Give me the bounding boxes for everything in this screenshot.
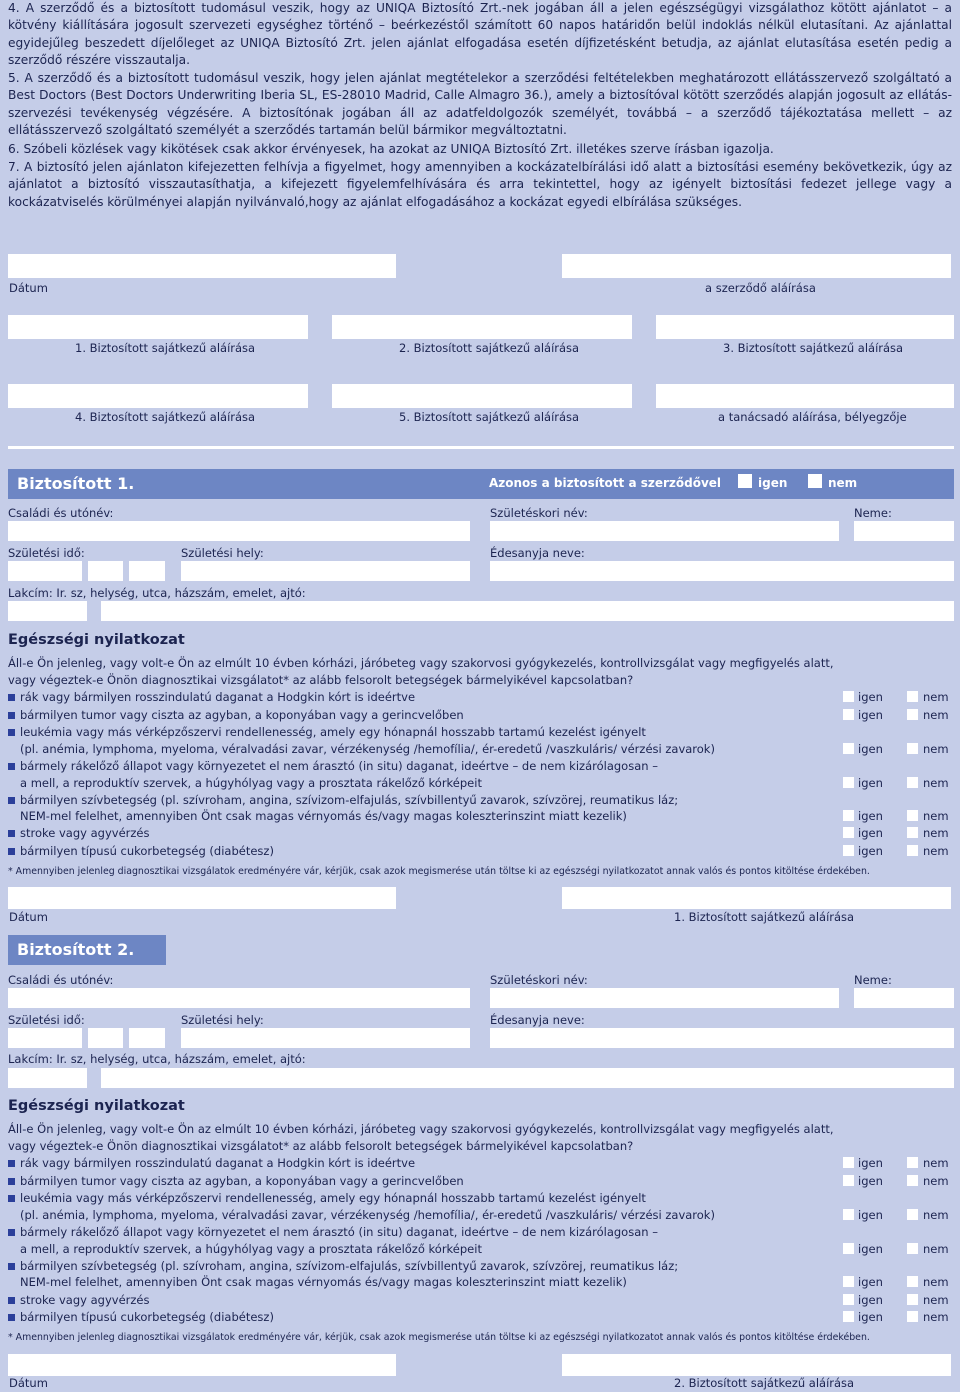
address-input[interactable] [101, 601, 954, 621]
bullet-icon [8, 830, 15, 837]
birth-date-label: Születési idő: [8, 546, 85, 560]
q4-yes-checkbox[interactable] [843, 777, 854, 788]
bullet-icon [8, 797, 15, 804]
q2-no-checkbox[interactable] [907, 709, 918, 720]
birth-date-label-2: Születési idő: [8, 1013, 85, 1027]
advisor-signature-field[interactable] [656, 384, 954, 408]
no-label: nem [923, 809, 949, 823]
q6-no-checkbox[interactable] [907, 827, 918, 838]
insured1-header [8, 469, 954, 499]
birth-month-input-2[interactable] [88, 1028, 123, 1048]
no-label: nem [923, 690, 949, 704]
bullet-icon [8, 1178, 15, 1185]
insured5-signature-label: 5. Biztosított sajátkezű aláírása [399, 410, 580, 424]
q1-text-1: rák vagy bármilyen rosszindulatú daganat a Hodgkin kórt is ideértve [20, 690, 416, 704]
postal-code-input[interactable] [8, 601, 87, 621]
bullet-icon [8, 1297, 15, 1304]
q3-yes-checkbox-2[interactable] [843, 1209, 854, 1220]
yes-label: igen [858, 1156, 883, 1170]
birth-year-input-2[interactable] [8, 1028, 82, 1048]
birth-place-label: Születési hely: [181, 546, 264, 560]
no-label: nem [923, 1156, 949, 1170]
q6-text-1: stroke vagy agyvérzés [20, 826, 150, 840]
q1-yes-checkbox-2[interactable] [843, 1157, 854, 1168]
birth-day-input-2[interactable] [129, 1028, 165, 1048]
yes-label: igen [858, 1208, 883, 1222]
birth-name-input[interactable] [490, 521, 839, 541]
address-input-2[interactable] [101, 1068, 954, 1088]
q5b-text-2: NEM-mel felelhet, amennyiben Önt csak magas vérnyomás és/vagy magas koleszterinszint miatt kezelik) [20, 1275, 627, 1289]
health-intro2-1: vagy végeztek-e Önön diagnosztikai vizsgálatot* az alább felsorolt betegségek bármelyikével kapcsolatban? [8, 673, 634, 687]
no-label: nem [923, 826, 949, 840]
date-label: Dátum [9, 281, 48, 295]
q2-text-2: bármilyen tumor vagy ciszta az agyban, a koponyában vagy a gerincvelőben [20, 1174, 464, 1188]
name-label-2: Családi és utónév: [8, 973, 114, 987]
q1-no-checkbox-2[interactable] [907, 1157, 918, 1168]
no-label: nem [923, 1242, 949, 1256]
q5b-text-1: NEM-mel felelhet, amennyiben Önt csak magas vérnyomás és/vagy magas koleszterinszint miatt kezelik) [20, 809, 627, 823]
no-label: nem [923, 844, 949, 858]
date-label-1: Dátum [9, 910, 48, 924]
q6-no-checkbox-2[interactable] [907, 1294, 918, 1305]
q4-no-checkbox-2[interactable] [907, 1243, 918, 1254]
advisor-signature-label: a tanácsadó aláírása, bélyegzője [718, 410, 907, 424]
no-label: nem [923, 1293, 949, 1307]
birth-day-input[interactable] [129, 561, 165, 581]
q7-text-1: bármilyen típusú cukorbetegség (diabétesz) [20, 844, 274, 858]
birth-place-input[interactable] [181, 561, 470, 581]
q5-yes-checkbox-2[interactable] [843, 1276, 854, 1287]
birth-name-label: Születéskori név: [490, 506, 588, 520]
birth-name-label-2: Születéskori név: [490, 973, 588, 987]
q7-yes-checkbox[interactable] [843, 845, 854, 856]
date-label-2: Dátum [9, 1376, 48, 1390]
insured2-signature-label: 2. Biztosított sajátkezű aláírása [399, 341, 580, 355]
gender-label: Neme: [854, 506, 892, 520]
insured2-health-signature-field[interactable] [562, 1354, 951, 1376]
address-label: Lakcím: Ir. sz, helység, utca, házszám, emelet, ajtó: [8, 586, 306, 600]
same-no-checkbox[interactable] [808, 474, 822, 488]
q2-yes-checkbox[interactable] [843, 709, 854, 720]
same-no-label: nem [828, 476, 858, 490]
bullet-icon [8, 1160, 15, 1167]
contractor-signature-label: a szerződő aláírása [705, 281, 816, 295]
q4b-text-1: a mell, a reproduktív szervek, a húgyhólyag vagy a prosztata rákelőző kórképeit [20, 776, 482, 790]
address-label-2: Lakcím: Ir. sz, helység, utca, házszám, emelet, ajtó: [8, 1052, 306, 1066]
paragraph-6: 6. Szóbeli közlések vagy kikötések csak akkor érvényesek, ha azokat az UNIQA Biztosító Zrt. illetékes szerve írásban igazolja. [8, 142, 774, 156]
insured2-title: Biztosított 2. [17, 940, 135, 959]
insured1-health-signature-label: 1. Biztosított sajátkezű aláírása [674, 910, 855, 924]
bullet-icon [8, 1314, 15, 1321]
insured5-signature-field[interactable] [332, 384, 632, 408]
birth-month-input[interactable] [88, 561, 123, 581]
insured1-health-signature-field[interactable] [562, 887, 951, 909]
no-label: nem [923, 742, 949, 756]
q5-yes-checkbox[interactable] [843, 810, 854, 821]
date-field[interactable] [8, 254, 396, 278]
paragraph-5: 5. A szerződő és a biztosított tudomásul veszik, hogy jelen ajánlat megtételekor a szerződési feltételekben meghatározott ellátásszervező szolgáltató a Best Doctors (Best Doctors Underwriting Iberia SL, ES-28010 Madrid, Calle Almagro 36.), amely a biztosítóval kötött szerződés alapján jogosult az ellátás-szervezési tevékenység végzésére. A biztosítónak jogában áll az adatfeldolgozók személyét, továbbá – a szerződő tájékoztatása mellett – az ellátásszervező szolgáltató személyét a szerződés tartamán belül bármikor megváltoztatni. [8, 71, 952, 138]
q6-yes-checkbox-2[interactable] [843, 1294, 854, 1305]
q3b-text-2: (pl. anémia, lymphoma, myeloma, véralvadási zavar, vérzékenység /hemofília/, ér-eredetű /vaszkuláris/ vérzési zavarok) [20, 1208, 715, 1222]
q1-text-2: rák vagy bármilyen rosszindulatú daganat a Hodgkin kórt is ideértve [20, 1156, 416, 1170]
yes-label: igen [858, 826, 883, 840]
q2-yes-checkbox-2[interactable] [843, 1175, 854, 1186]
insured3-signature-field[interactable] [656, 315, 954, 339]
no-label: nem [923, 708, 949, 722]
bullet-icon [8, 848, 15, 855]
q2-text-1: bármilyen tumor vagy ciszta az agyban, a koponyában vagy a gerincvelőben [20, 708, 464, 722]
insured1-signature-field[interactable] [8, 315, 308, 339]
q4b-text-2: a mell, a reproduktív szervek, a húgyhólyag vagy a prosztata rákelőző kórképeit [20, 1242, 482, 1256]
birth-place-label-2: Születési hely: [181, 1013, 264, 1027]
name-label: Családi és utónév: [8, 506, 114, 520]
yes-label: igen [858, 1293, 883, 1307]
yes-label: igen [858, 742, 883, 756]
yes-label: igen [858, 844, 883, 858]
insured1-title: Biztosított 1. [17, 474, 135, 493]
yes-label: igen [858, 690, 883, 704]
yes-label: igen [858, 708, 883, 722]
bullet-icon [8, 1195, 15, 1202]
yes-label: igen [858, 1242, 883, 1256]
q7-no-checkbox[interactable] [907, 845, 918, 856]
bullet-icon [8, 763, 15, 770]
insured2-health-signature-label: 2. Biztosított sajátkezű aláírása [674, 1376, 855, 1390]
insured2-signature-field[interactable] [332, 315, 632, 339]
q5a-text-2: bármilyen szívbetegség (pl. szívroham, angina, szívizom-elfajulás, szívbillentyű zavarok, szívzörej, reumatikus láz; [20, 1259, 679, 1273]
insured4-signature-field[interactable] [8, 384, 308, 408]
health-note-1: * Amennyiben jelenleg diagnosztikai vizsgálatok eredményére vár, kérjük, csak azok megismerése után töltse ki az egészségi nyilatkozatot annak valós és pontos kitöltése érdekében. [8, 866, 870, 877]
birth-name-input-2[interactable] [490, 988, 839, 1008]
q4a-text-2: bármely rákelőző állapot vagy környezetet el nem árasztó (in situ) daganat, ideértve – de nem kizárólagosan – [20, 1225, 658, 1239]
q6-text-2: stroke vagy agyvérzés [20, 1293, 150, 1307]
no-label: nem [923, 1275, 949, 1289]
health-note-2: * Amennyiben jelenleg diagnosztikai vizsgálatok eredményére vár, kérjük, csak azok megismerése után töltse ki az egészségi nyilatkozatot annak valós és pontos kitöltése érdekében. [8, 1332, 870, 1343]
health-title-2: Egészségi nyilatkozat [8, 1098, 185, 1114]
q7-text-2: bármilyen típusú cukorbetegség (diabétesz) [20, 1310, 274, 1324]
gender-label-2: Neme: [854, 973, 892, 987]
insured4-signature-label: 4. Biztosított sajátkezű aláírása [75, 410, 256, 424]
health-intro2-2: vagy végeztek-e Önön diagnosztikai vizsgálatot* az alább felsorolt betegségek bármelyikével kapcsolatban? [8, 1139, 634, 1153]
q6-yes-checkbox[interactable] [843, 827, 854, 838]
postal-code-input-2[interactable] [8, 1068, 87, 1088]
same-as-contractor-label: Azonos a biztosított a szerződővel [489, 476, 722, 490]
health-intro1-2: Áll-e Ön jelenleg, vagy volt-e Ön az elmúlt 10 évben kórházi, járóbeteg vagy szakorvosi gyógykezelés, kontrollvizsgálat vagy megfigyelés alatt, [8, 1122, 834, 1136]
bullet-icon [8, 712, 15, 719]
yes-label: igen [858, 1275, 883, 1289]
q3-no-checkbox[interactable] [907, 743, 918, 754]
q2-no-checkbox-2[interactable] [907, 1175, 918, 1186]
no-label: nem [923, 776, 949, 790]
q5-no-checkbox-2[interactable] [907, 1276, 918, 1287]
q3a-text-1: leukémia vagy más vérképzőszervi rendellenesség, amely egy hónapnál hosszabb tartamú kezelést igényelt [20, 725, 646, 739]
q7-no-checkbox-2[interactable] [907, 1311, 918, 1322]
no-label: nem [923, 1208, 949, 1222]
q5-no-checkbox[interactable] [907, 810, 918, 821]
name-input[interactable] [8, 521, 470, 541]
no-label: nem [923, 1310, 949, 1324]
mother-name-input-2[interactable] [490, 1028, 954, 1048]
paragraph-4: 4. A szerződő és a biztosított tudomásul veszik, hogy az UNIQA Biztosító Zrt.-nek jogában áll a jelen egészségügyi vizsgálathoz kötött ajánlatot – a kötvény kiállítására jogosult szervezeti egységhez történő – beérkezéstől számított 60 napos határidőn belül indoklás nélkül elutasítani. Az ajánlattal egyidejűleg beszedett díjelőleget az UNIQA Biztosító Zrt. jelen ajánlat elfogadása esetén díjfizetésként betudja, az ajánlat elutasítása esetén pedig a szerződő részére visszautalja. [8, 1, 952, 68]
health-intro1-1: Áll-e Ön jelenleg, vagy volt-e Ön az elmúlt 10 évben kórházi, járóbeteg vagy szakorvosi gyógykezelés, kontrollvizsgálat vagy megfigyelés alatt, [8, 656, 834, 670]
no-label: nem [923, 1174, 949, 1188]
q3a-text-2: leukémia vagy más vérképzőszervi rendellenesség, amely egy hónapnál hosszabb tartamú kezelést igényelt [20, 1191, 646, 1205]
insured3-signature-label: 3. Biztosított sajátkezű aláírása [723, 341, 904, 355]
name-input-2[interactable] [8, 988, 470, 1008]
contractor-signature-field[interactable] [562, 254, 951, 278]
yes-label: igen [858, 809, 883, 823]
mother-name-label-2: Édesanyja neve: [490, 1013, 585, 1027]
section-divider [8, 446, 954, 449]
health-title-1: Egészségi nyilatkozat [8, 632, 185, 648]
bullet-icon [8, 729, 15, 736]
q4a-text-1: bármely rákelőző állapot vagy környezetet el nem árasztó (in situ) daganat, ideértve – de nem kizárólagosan – [20, 759, 658, 773]
q3b-text-1: (pl. anémia, lymphoma, myeloma, véralvadási zavar, vérzékenység /hemofília/, ér-eredetű /vaszkuláris/ vérzési zavarok) [20, 742, 715, 756]
mother-name-input[interactable] [490, 561, 954, 581]
yes-label: igen [858, 1310, 883, 1324]
insured1-signature-label: 1. Biztosított sajátkezű aláírása [75, 341, 256, 355]
q1-no-checkbox[interactable] [907, 691, 918, 702]
bullet-icon [8, 1229, 15, 1236]
gender-input[interactable] [854, 521, 954, 541]
same-yes-checkbox[interactable] [738, 474, 752, 488]
date-field-2[interactable] [8, 1354, 396, 1376]
date-field-1[interactable] [8, 887, 396, 909]
q3-yes-checkbox[interactable] [843, 743, 854, 754]
gender-input-2[interactable] [854, 988, 954, 1008]
insured2-header [8, 935, 166, 965]
birth-year-input[interactable] [8, 561, 82, 581]
q4-yes-checkbox-2[interactable] [843, 1243, 854, 1254]
q1-yes-checkbox[interactable] [843, 691, 854, 702]
birth-place-input-2[interactable] [181, 1028, 470, 1048]
same-yes-label: igen [758, 476, 788, 490]
q5a-text-1: bármilyen szívbetegség (pl. szívroham, angina, szívizom-elfajulás, szívbillentyű zavarok, szívzörej, reumatikus láz; [20, 793, 679, 807]
paragraph-7: 7. A biztosító jelen ajánlaton kifejezetten felhívja a figyelmet, hogy amennyiben a kockázatelbírálási idő alatt a biztosítási esemény bekövetkezik, úgy az ajánlatot a biztosító visszautasíthatja, a kifejezett figyelemfelhívására és arra tekintettel, hogy az igényelt biztosítási fedezet jellege vagy a kockázatviselés körülményei alapján nyilvánvaló,hogy az ajánlat elfogadásához a kockázat egyedi elbírálása szükséges. [8, 160, 952, 209]
q3-no-checkbox-2[interactable] [907, 1209, 918, 1220]
yes-label: igen [858, 776, 883, 790]
mother-name-label: Édesanyja neve: [490, 546, 585, 560]
q4-no-checkbox[interactable] [907, 777, 918, 788]
q7-yes-checkbox-2[interactable] [843, 1311, 854, 1322]
yes-label: igen [858, 1174, 883, 1188]
bullet-icon [8, 694, 15, 701]
bullet-icon [8, 1263, 15, 1270]
